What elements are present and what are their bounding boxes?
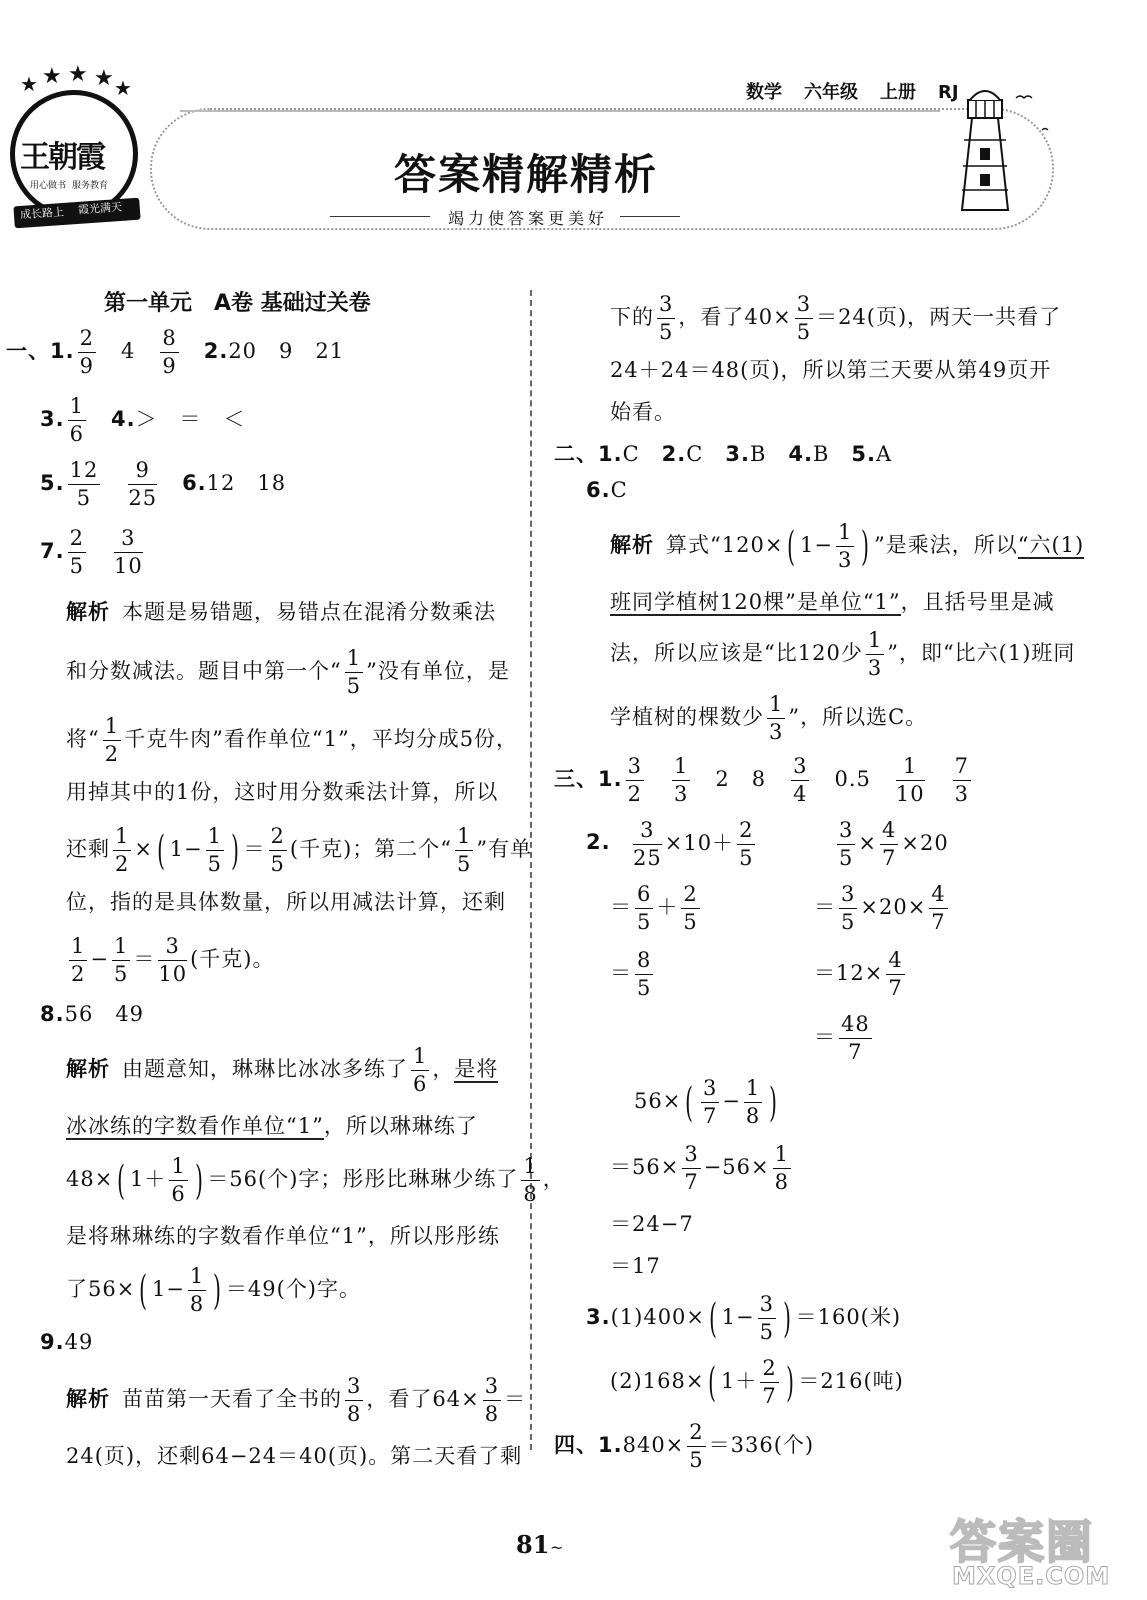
- answer-1-1: 一、1. $\frac{2}{9}$ 4 $\frac{8}{9}$ 2.20 9 21: [6, 326, 345, 378]
- answer-3-3-1: 3.(1)400× ( 1− $\frac{3}{5}$ ) ＝160(米): [586, 1292, 902, 1344]
- calc-a-step-3: ＝ $\frac{8}{5}$: [610, 948, 652, 1000]
- analysis-8-line-2: 冰冰练的字数看作单位“1”，所以琳琳练了: [66, 1114, 478, 1138]
- calc-b-step-4: ＝ $\frac{48}{7}$: [814, 1012, 870, 1064]
- answer-2-6: 6.C: [586, 478, 628, 502]
- subject: 数学: [746, 82, 782, 103]
- calc-b-step-3: ＝12× $\frac{4}{7}$: [814, 948, 903, 1000]
- analysis-7-line-6: 位，指的是具体数量，所以用减法计算，还剩: [66, 890, 506, 914]
- calc-a-step-2: ＝ $\frac{6}{5}$ ＋ $\frac{2}{5}$: [610, 882, 698, 934]
- star-icon: ★: [114, 76, 132, 100]
- lighthouse-icon: [952, 78, 1062, 218]
- analysis-8-line-3: 48× ( 1＋ $\frac{1}{6}$ ) ＝56(个)字；彤彤比琳琳少练了 $\frac{1}{8}$ ，: [66, 1154, 565, 1206]
- analysis-7-line-4: 用掉其中的1份，这时用分数乘法计算，所以: [66, 780, 499, 804]
- analysis-9-line-5: 始看。: [610, 400, 676, 424]
- star-icon: ★: [42, 64, 62, 89]
- answer-1-9: 9.49: [40, 1330, 94, 1354]
- analysis-8-line-1: 解析 由题意知，琳琳比冰冰多练了 $\frac{1}{6}$ ，是将: [66, 1044, 499, 1096]
- answer-3-1: 三、1. $\frac{3}{2}$ $\frac{1}{3}$ 2 8 $\frac{3}{4}$ 0.5 $\frac{1}{10}$ $\frac{7}{3}$: [554, 754, 969, 806]
- analysis-9-line-4: 24＋24＝48(页)，所以第三天要从第49页开: [610, 358, 1052, 382]
- answer-4-1: 四、1.840× $\frac{2}{5}$ ＝336(个): [554, 1420, 815, 1472]
- analysis-2-6-line-1: 解析 算式“120× ( 1− $\frac{1}{3}$ ) ”是乘法，所以“六(1): [610, 520, 1085, 572]
- answer-3-2-label: 2.: [586, 830, 611, 854]
- analysis-9-line-2: 24(页)，还剩64−24＝40(页)。第二天看了剩: [66, 1444, 523, 1468]
- logo-tagline-2: 服务教育: [72, 181, 109, 191]
- analysis-8-line-4: 是将琳琳练的字数看作单位“1”，所以彤彤练: [66, 1224, 500, 1248]
- calc-b-step-1: $\frac{3}{5}$ × $\frac{4}{7}$ ×20: [839, 818, 949, 870]
- section-title: 第一单元 A卷 基础过关卷: [104, 291, 371, 316]
- title-frame-line: [180, 110, 940, 112]
- answer-3-3-2: (2)168× ( 1＋ $\frac{2}{7}$ ) ＝216(吨): [610, 1356, 904, 1408]
- analysis-2-6-line-4: 学植树的棵数少 $\frac{1}{3}$ ”，所以选C。: [610, 692, 928, 744]
- logo-ribbon-text-2: 霞光满天: [77, 200, 123, 217]
- answer-1-5: 5. $\frac{12}{5}$ $\frac{9}{25}$ 6.12 18: [40, 458, 287, 510]
- answer-1-8: 8.56 49: [40, 1002, 145, 1026]
- slogan-rule-right: [620, 216, 680, 217]
- calc-c-step-4: ＝17: [610, 1254, 661, 1278]
- star-icon: ★: [94, 66, 114, 91]
- star-icon: ★: [20, 72, 38, 96]
- answer-1-7: 7. $\frac{2}{5}$ $\frac{3}{10}$: [40, 526, 143, 578]
- analysis-2-6-line-2: 班同学植树120棵”是单位“1”，且括号里是减: [610, 590, 1055, 614]
- watermark-url: MXQE.COM: [952, 1562, 1111, 1590]
- page-title: 答案精解精析: [394, 150, 659, 199]
- analysis-9-line-1: 解析 苗苗第一天看了全书的 $\frac{3}{8}$ ，看了64× $\frac{3}{8}$ ＝: [66, 1374, 527, 1426]
- calc-c-step-3: ＝24−7: [610, 1212, 694, 1236]
- analysis-2-6-line-3: 法，所以应该是“比120少 $\frac{1}{3}$ ”，即“比六(1)班同: [610, 628, 1076, 680]
- slogan: 竭力使答案更美好: [448, 209, 609, 228]
- analysis-7-line-7: $\frac{1}{2}$ − $\frac{1}{5}$ ＝ $\frac{3}{10}$ (千克)。: [71, 934, 275, 986]
- watermark-logo: 答案圈: [950, 1515, 1094, 1569]
- brand-logo: [6, 62, 136, 235]
- answer-1-3: 3. $\frac{1}{6}$ 4.＞ ＝ ＜: [40, 394, 246, 446]
- edition: RJ: [938, 82, 959, 103]
- header: [0, 0, 1147, 250]
- logo-name: 王朝霞: [20, 140, 104, 175]
- analysis-7-line-2: 和分数减法。题目中第一个“ $\frac{1}{5}$ ”没有单位，是: [66, 646, 510, 698]
- page-number-swash: ~: [550, 1538, 564, 1557]
- star-icon: ★: [68, 62, 88, 87]
- answer-2-1: 二、1.C 2.C 3.B 4.B 5.A: [554, 442, 893, 466]
- slogan-rule-left: [330, 216, 430, 217]
- logo-ribbon-text-1: 成长路上: [19, 205, 65, 222]
- calc-b-step-2: ＝ $\frac{3}{5}$ ×20× $\frac{4}{7}$: [814, 882, 946, 934]
- analysis-7-line-1: 解析 本题是易错题，易错点在混淆分数乘法: [66, 600, 496, 624]
- analysis-7-line-5: 还剩 $\frac{1}{2}$ × ( 1− $\frac{1}{5}$ ) ＝ $\frac{2}{5}$ (千克)；第二个“ $\frac{1}{5}$ ”有单: [66, 824, 533, 876]
- page-number: 81: [516, 1530, 550, 1559]
- calc-a-step-1: $\frac{3}{25}$ ×10＋ $\frac{2}{5}$: [633, 818, 754, 870]
- calc-c-step-1: 56× ( $\frac{3}{7}$ − $\frac{1}{8}$ ): [634, 1076, 778, 1128]
- analysis-7-line-3: 将“ $\frac{1}{2}$ 千克牛肉”看作单位“1”，平均分成5份，: [66, 714, 519, 766]
- volume: 上册: [880, 82, 916, 103]
- calc-c-step-2: ＝56× $\frac{3}{7}$ −56× $\frac{1}{8}$: [610, 1142, 789, 1194]
- logo-tagline-1: 用心做书: [30, 181, 67, 191]
- analysis-8-line-5: 了56× ( 1− $\frac{1}{8}$ ) ＝49(个)字。: [66, 1264, 361, 1316]
- book-info: [746, 78, 959, 104]
- grade: 六年级: [804, 82, 858, 103]
- analysis-9-line-3: 下的 $\frac{3}{5}$ ，看了40× $\frac{3}{5}$ ＝24(页)，两天一共看了: [610, 292, 1062, 344]
